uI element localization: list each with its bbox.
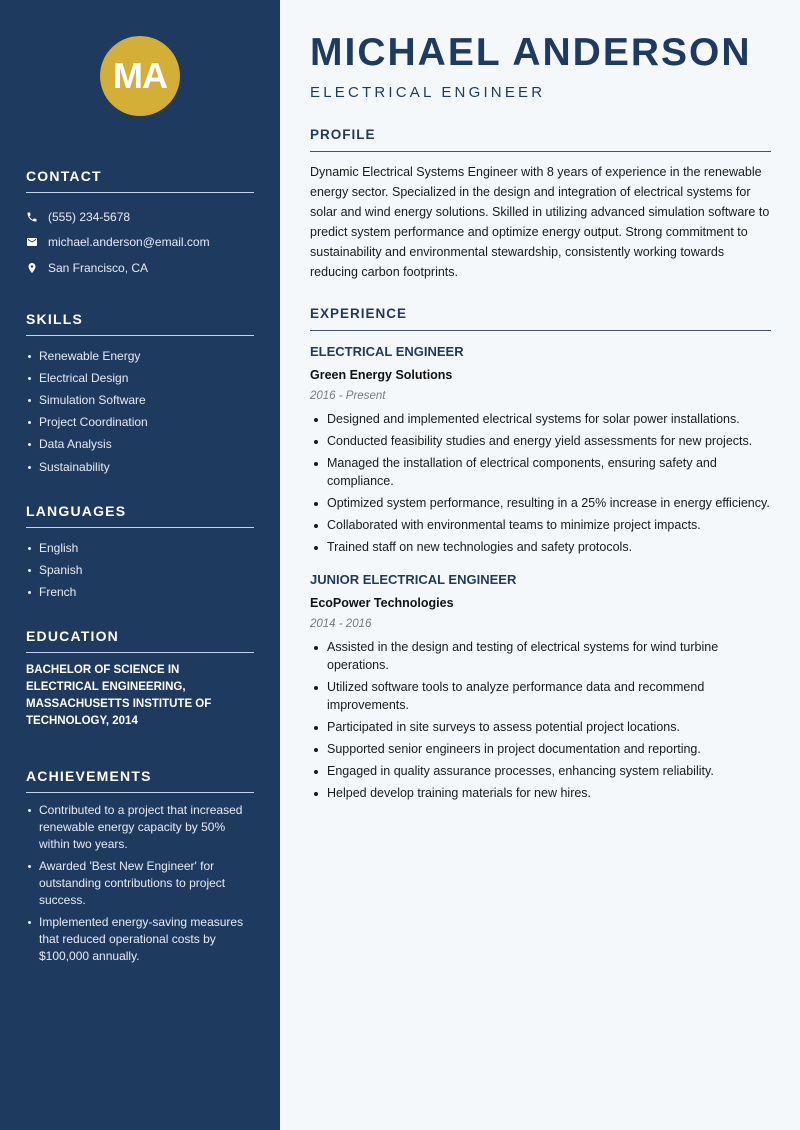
skill-item: Sustainability (26, 456, 254, 478)
contact-heading: CONTACT (26, 168, 254, 193)
achievement-item: Contributed to a project that increased renewable energy capacity by 50% within two years. (26, 802, 254, 853)
job-entry (310, 572, 771, 802)
job-bullet: Engaged in quality assurance processes, enhancing system reliability. (310, 762, 771, 780)
contact-email-text: michael.anderson@email.com (48, 235, 210, 250)
language-item: French (26, 581, 254, 603)
profile-summary: Dynamic Electrical Systems Engineer with 8 years of experience in the renewable energy sector. Specialized in the design and integration of electrical systems for solar and wind energy solutions. Skilled in utilizing advanced simulation software to predict system performance and optimize energy output. Strong commitment to sustainability and environmental stewardship, consistently working towards reducing carbon footprints. (310, 165, 770, 279)
language-item: English (26, 537, 254, 559)
education-heading: EDUCATION (26, 628, 254, 653)
job-bullet: Optimized system performance, resulting in a 25% increase in energy efficiency. (310, 494, 771, 512)
contact-section (26, 168, 254, 281)
language-item: Spanish (26, 559, 254, 581)
profile-section (310, 127, 771, 282)
job-bullet: Trained staff on new technologies and safety protocols. (310, 538, 771, 556)
phone-icon (26, 211, 38, 223)
job-dates: 2014 - 2016 (310, 618, 372, 630)
contact-phone-text: (555) 234-5678 (48, 209, 131, 224)
achievement-item: Implemented energy-saving measures that reduced operational costs by $100,000 annually. (26, 914, 254, 965)
job-bullet: Collaborated with environmental teams to minimize project impacts. (310, 516, 771, 534)
job-bullet: Utilized software tools to analyze performance data and recommend improvements. (310, 678, 771, 714)
job-bullet: Helped develop training materials for new hires. (310, 784, 771, 802)
avatar (100, 36, 180, 116)
contact-list (26, 204, 254, 281)
skill-item: Electrical Design (26, 367, 254, 389)
skills-section (26, 311, 254, 478)
job-dates: 2016 - Present (310, 390, 386, 402)
achievements-list (26, 802, 254, 965)
email-icon (26, 236, 38, 248)
achievement-item: Awarded 'Best New Engineer' for outstanding contributions to project success. (26, 858, 254, 909)
job-bullet: Assisted in the design and testing of electrical systems for wind turbine operations. (310, 638, 771, 674)
job-bullet: Conducted feasibility studies and energy yield assessments for new projects. (310, 432, 771, 450)
job-entry (310, 344, 771, 556)
job-bullets (310, 410, 771, 556)
achievements-section (26, 768, 254, 965)
job-bullet: Designed and implemented electrical systems for solar power installations. (310, 410, 771, 428)
contact-location (26, 255, 254, 281)
experience-heading: EXPERIENCE (310, 306, 771, 331)
skills-list (26, 345, 254, 478)
skill-item: Simulation Software (26, 389, 254, 411)
job-bullet: Participated in site surveys to assess potential project locations. (310, 718, 771, 736)
languages-heading: LANGUAGES (26, 503, 254, 528)
job-bullet: Managed the installation of electrical components, ensuring safety and compliance. (310, 454, 771, 490)
languages-section (26, 503, 254, 604)
job-company: EcoPower Technologies (310, 596, 454, 610)
avatar-initials: MA (113, 55, 167, 96)
skill-item: Data Analysis (26, 433, 254, 455)
sidebar (0, 0, 280, 1130)
location-pin-icon (26, 262, 38, 274)
candidate-title: ELECTRICAL ENGINEER (310, 84, 546, 101)
job-title: ELECTRICAL ENGINEER (310, 344, 464, 359)
achievements-heading: ACHIEVEMENTS (26, 768, 254, 793)
skill-item: Renewable Energy (26, 345, 254, 367)
job-bullets (310, 638, 771, 802)
languages-list (26, 537, 254, 604)
experience-section (310, 306, 771, 802)
contact-phone (26, 204, 254, 230)
skills-heading: SKILLS (26, 311, 254, 336)
job-title: JUNIOR ELECTRICAL ENGINEER (310, 572, 517, 587)
education-degree: BACHELOR OF SCIENCE IN ELECTRICAL ENGINEERING, MASSACHUSETTS INSTITUTE OF TECHNOLOGY, 2014 (26, 664, 212, 728)
education-section (26, 628, 254, 730)
profile-heading: PROFILE (310, 127, 771, 152)
skill-item: Project Coordination (26, 411, 254, 433)
job-bullet: Supported senior engineers in project documentation and reporting. (310, 740, 771, 758)
main-content (280, 0, 800, 1130)
job-company: Green Energy Solutions (310, 368, 453, 382)
candidate-name: MICHAEL ANDERSON (310, 31, 752, 74)
contact-location-text: San Francisco, CA (48, 260, 149, 275)
contact-email (26, 230, 254, 256)
